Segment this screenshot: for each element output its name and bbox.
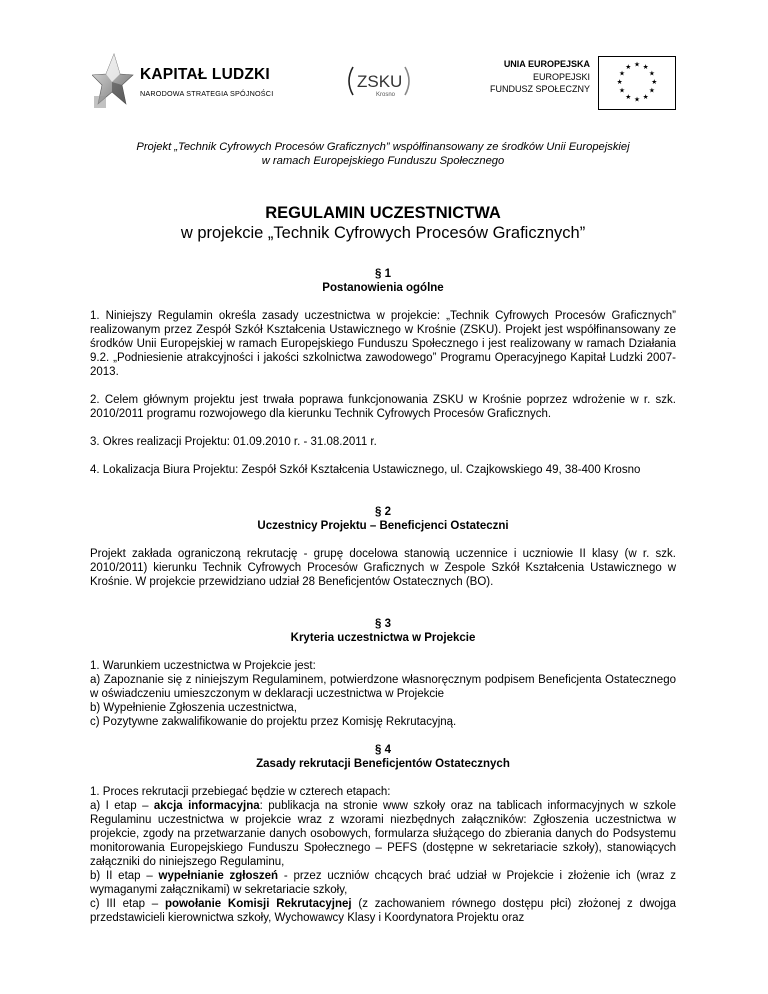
svg-text:★: ★ [642,92,649,101]
eu-line-3: FUNDUSZ SPOŁECZNY [489,84,590,94]
svg-text:★: ★ [625,63,632,72]
eu-logo [470,56,686,112]
section-2-paragraph-1: Projekt zakłada ograniczoną rekrutację - grupę docelowa stanowią uczennice i uczniowie II klasy (w r. szk. 2010/2011) kierunku Technik Cyfrowych Procesów Graficznych w Zespole Szkół Kształcenia Ustawicznego w Krośnie. W projekcie przewidziano udział 28 Beneficjentów Ostatecznych (BO). [90,548,676,588]
kapital-ludzki-title: KAPITAŁ LUDZKI [140,66,270,83]
section-1-paragraph-1: 1. Niniejszy Regulamin określa zasady uczestnictwa w projekcie: „Technik Cyfrowych Procesów Graficznych” realizowanym przez Zespół Szkół Kształcenia Ustawicznego w Krośnie (ZSKU). Projekt jest współfinansowany ze środków Unii Europejskiej w ramach Europejskiego Funduszu Społecznego i jest realizowany w ramach Działania 9.2. „Podniesienie atrakcyjności i jakości szkolnictwa zawodowego” Programu Operacyjnego Kapitał Ludzki 2007-2013. [90,310,676,378]
section-2-heading: Uczestnicy Projektu – Beneficjenci Ostateczni [257,520,509,532]
section-3-line-3: b) Wypełnienie Zgłoszenia uczestnictwa, [90,702,297,714]
document-body [90,140,676,925]
svg-text:★: ★ [616,77,623,86]
section-4-item-b-prefix: b) II etap – [90,870,159,882]
kapital-ludzki-logo [92,52,277,110]
section-1-paragraph-4: 4. Lokalizacja Biura Projektu: Zespół Szkół Kształcenia Ustawicznego, ul. Czajkowskiego 49, 38-400 Krosno [90,464,641,476]
section-4-heading: Zasady rekrutacji Beneficjentów Ostatecznych [256,758,510,770]
eu-flag-icon [598,56,676,110]
section-4-item-a [90,799,676,869]
section-3-line-2: a) Zapoznanie się z niniejszym Regulaminem, potwierdzone własnoręcznym podpisem Beneficjenta Ostatecznego w oświadczeniu umieszczonym w deklaracji uczestnictwa w Projekcie [90,674,676,700]
kapital-ludzki-subtitle: NARODOWA STRATEGIA SPÓJNOŚCI [140,89,274,98]
section-1-heading: Postanowienia ogólne [322,282,444,294]
section-4-number: § 4 [375,744,391,756]
section-3-number: § 3 [375,618,391,630]
section-4-item-a-text: : publikacja na stronie www szkoły oraz na tablicach informacyjnych w szkole Regulaminu uczestnictwa w projekcie wraz z wzorami niezbędnych załączników: Zgłoszenia uczestnictwa w projekcie, zgody na przetwarzanie danych osobowych, formularza służącego do zbierania danych do Podsystemu monitorowania Europejskiego Funduszu Społecznego – PEFS (dostępne w sekretariacie szkoły), stanowiących załączniki do niniejszego Regulaminu, [90,800,676,868]
section-4-item-a-prefix: a) I etap – [90,800,154,812]
section-4-item-b-text: - przez uczniów chcących brać udział w Projekcie i złożenie ich (wraz z wymaganymi załącznikami) w sekretariacie szkoły, [90,870,676,896]
svg-text:★: ★ [633,95,641,104]
svg-text:★: ★ [642,63,649,72]
eu-text [490,58,590,96]
section-3-heading: Kryteria uczestnictwa w Projekcie [290,632,476,644]
star-icon [92,52,134,110]
section-1-number: § 1 [375,268,391,280]
svg-text:★: ★ [648,86,655,95]
section-2-number: § 2 [375,506,391,518]
section-4-item-b-bold: wypełnianie zgłoszeń [158,870,279,882]
svg-text:★: ★ [619,69,626,78]
section-3-line-1: 1. Warunkiem uczestnictwa w Projekcie jest: [90,660,316,672]
svg-text:★: ★ [651,77,658,86]
section-4-item-c-bold: powołanie Komisji Rekrutacyjnej [164,898,352,910]
zsku-logo [343,63,415,99]
section-4-item-c-prefix: c) III etap – [90,898,165,910]
project-note [90,140,676,168]
section-4-line-1: 1. Proces rekrutacji przebiegać będzie w czterech etapach: [90,786,391,798]
zsku-name: ZSKU [357,72,403,91]
section-4-item-a-bold: akcja informacyjna [153,800,260,812]
document-title: REGULAMIN UCZESTNICTWA [265,204,501,222]
svg-text:★: ★ [625,92,632,101]
eu-line-2: EUROPEJSKI [532,71,590,82]
section-4-item-c-text: (z zachowaniem równego dostępu płci) złożonej z dwojga przedstawicieli kierownictwa szkoły, Wychowawcy Klasy i Koordynatora Projektu oraz [90,898,676,924]
zsku-city: Krosno [376,92,396,98]
section-3-line-4: c) Pozytywne zakwalifikowanie do projektu przez Komisję Rekrutacyjną. [90,716,457,728]
eu-line-1: UNIA EUROPEJSKA [503,59,590,69]
section-1-paragraph-3: 3. Okres realizacji Projektu: 01.09.2010 r. - 31.08.2011 r. [90,436,377,448]
project-note-line-1: Projekt „Technik Cyfrowych Procesów Graficznych” współfinansowany ze środków Unii Europejskiej [136,141,630,153]
header [0,0,768,130]
document-subtitle: w projekcie „Technik Cyfrowych Procesów Graficznych” [180,224,586,242]
project-note-line-2: w ramach Europejskiego Funduszu Społecznego [261,155,505,167]
section-4-item-c [90,897,676,925]
svg-text:★: ★ [619,86,626,95]
section-4-item-b [90,869,676,897]
section-1-paragraph-2: 2. Celem głównym projektu jest trwała poprawa funkcjonowania ZSKU w Krośnie poprzez wdrożenie w r. szk. 2010/2011 programu rozwojowego dla kierunku Technik Cyfrowych Procesów Graficznych. [90,394,676,420]
svg-text:★: ★ [633,60,641,69]
svg-text:★: ★ [648,69,655,78]
